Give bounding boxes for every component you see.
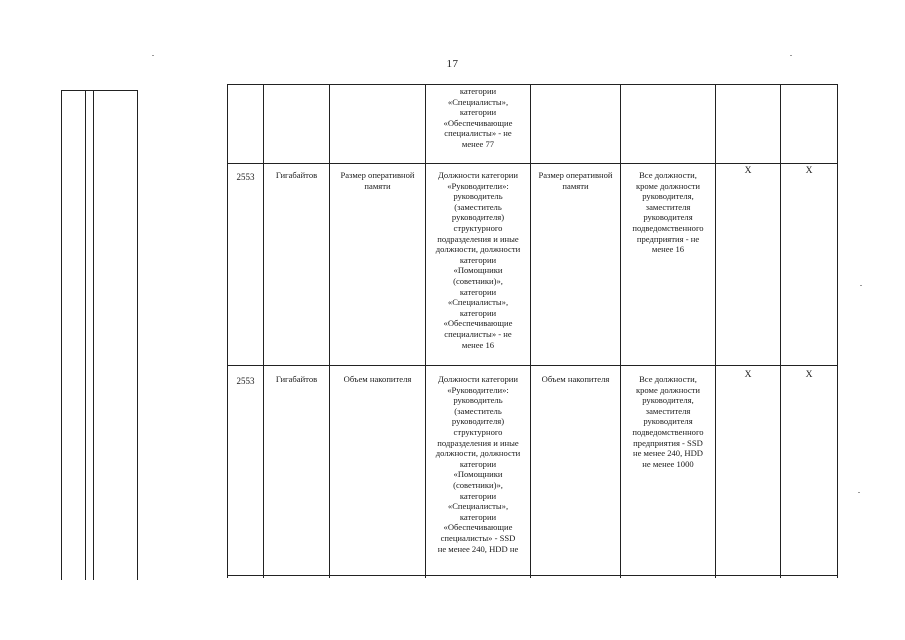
table-column-divider <box>137 90 138 580</box>
row-unit: Гигабайтов <box>275 170 318 180</box>
table-column-divider <box>93 90 94 580</box>
table-column-divider <box>329 84 330 578</box>
scan-speck <box>858 492 860 493</box>
scan-speck <box>790 55 792 56</box>
row-categories: Должности категории «Руководители»: руководитель (заместитель руководителя) структурного подразделения и иные должности, должности категории «Помощники (советники)», категории «Специалисты», категории «Обеспечивающие специалисты» - не менее 16 <box>435 170 521 350</box>
continuation-line: «Специалисты», <box>447 96 509 107</box>
continuation-line: специалисты» - не <box>444 128 512 139</box>
continuation-line: «Обеспечивающие <box>443 117 513 128</box>
row-divider <box>227 365 837 366</box>
row-code: 2553 <box>236 172 255 182</box>
table-column-divider <box>227 84 228 578</box>
table-bottom-border <box>227 575 837 576</box>
row-characteristic: Объем накопителя <box>343 374 412 384</box>
row-categories: Должности категории «Руководители»: руководитель (заместитель руководителя) структурного подразделения и иные должности, должности категории «Помощники (советники)», категории «Специалисты», категории «Обеспечивающие специалисты» - SSD не менее 240, HDD не <box>435 374 521 554</box>
row-mark: X <box>744 370 752 380</box>
continuation-categories-cell <box>426 86 530 162</box>
row-unit: Гигабайтов <box>275 374 318 384</box>
row-divider <box>227 163 837 164</box>
row-characteristic: Размер оперативной памяти <box>340 170 415 191</box>
continuation-line: категории <box>459 86 497 96</box>
table-top-border-left <box>61 90 137 91</box>
row-positions: Все должности, кроме должности руководителя, заместителя руководителя подведомственного предприятия - SSD не менее 240, HDD не менее 1000 <box>632 374 704 469</box>
scan-speck <box>152 55 154 56</box>
continuation-line: менее 77 <box>461 138 495 149</box>
row-mark: X <box>805 166 813 176</box>
page-number: 17 <box>446 58 459 70</box>
table-border-right <box>837 84 838 578</box>
table-column-divider <box>780 84 781 578</box>
table-column-divider <box>263 84 264 578</box>
table-border-left <box>61 90 62 580</box>
row-characteristic-value: Объем накопителя <box>541 374 610 384</box>
table-column-divider <box>85 90 86 580</box>
table-column-divider <box>715 84 716 578</box>
table-column-divider <box>620 84 621 578</box>
table-top-border <box>227 84 837 85</box>
table-column-divider <box>530 84 531 578</box>
row-code: 2553 <box>236 376 255 386</box>
row-positions: Все должности, кроме должности руководителя, заместителя руководителя подведомственного предприятия - не менее 16 <box>632 170 704 255</box>
continuation-line: категории <box>459 107 497 118</box>
row-characteristic-value: Размер оперативной памяти <box>538 170 613 191</box>
scan-speck <box>860 285 862 286</box>
row-mark: X <box>744 166 752 176</box>
row-mark: X <box>805 370 813 380</box>
